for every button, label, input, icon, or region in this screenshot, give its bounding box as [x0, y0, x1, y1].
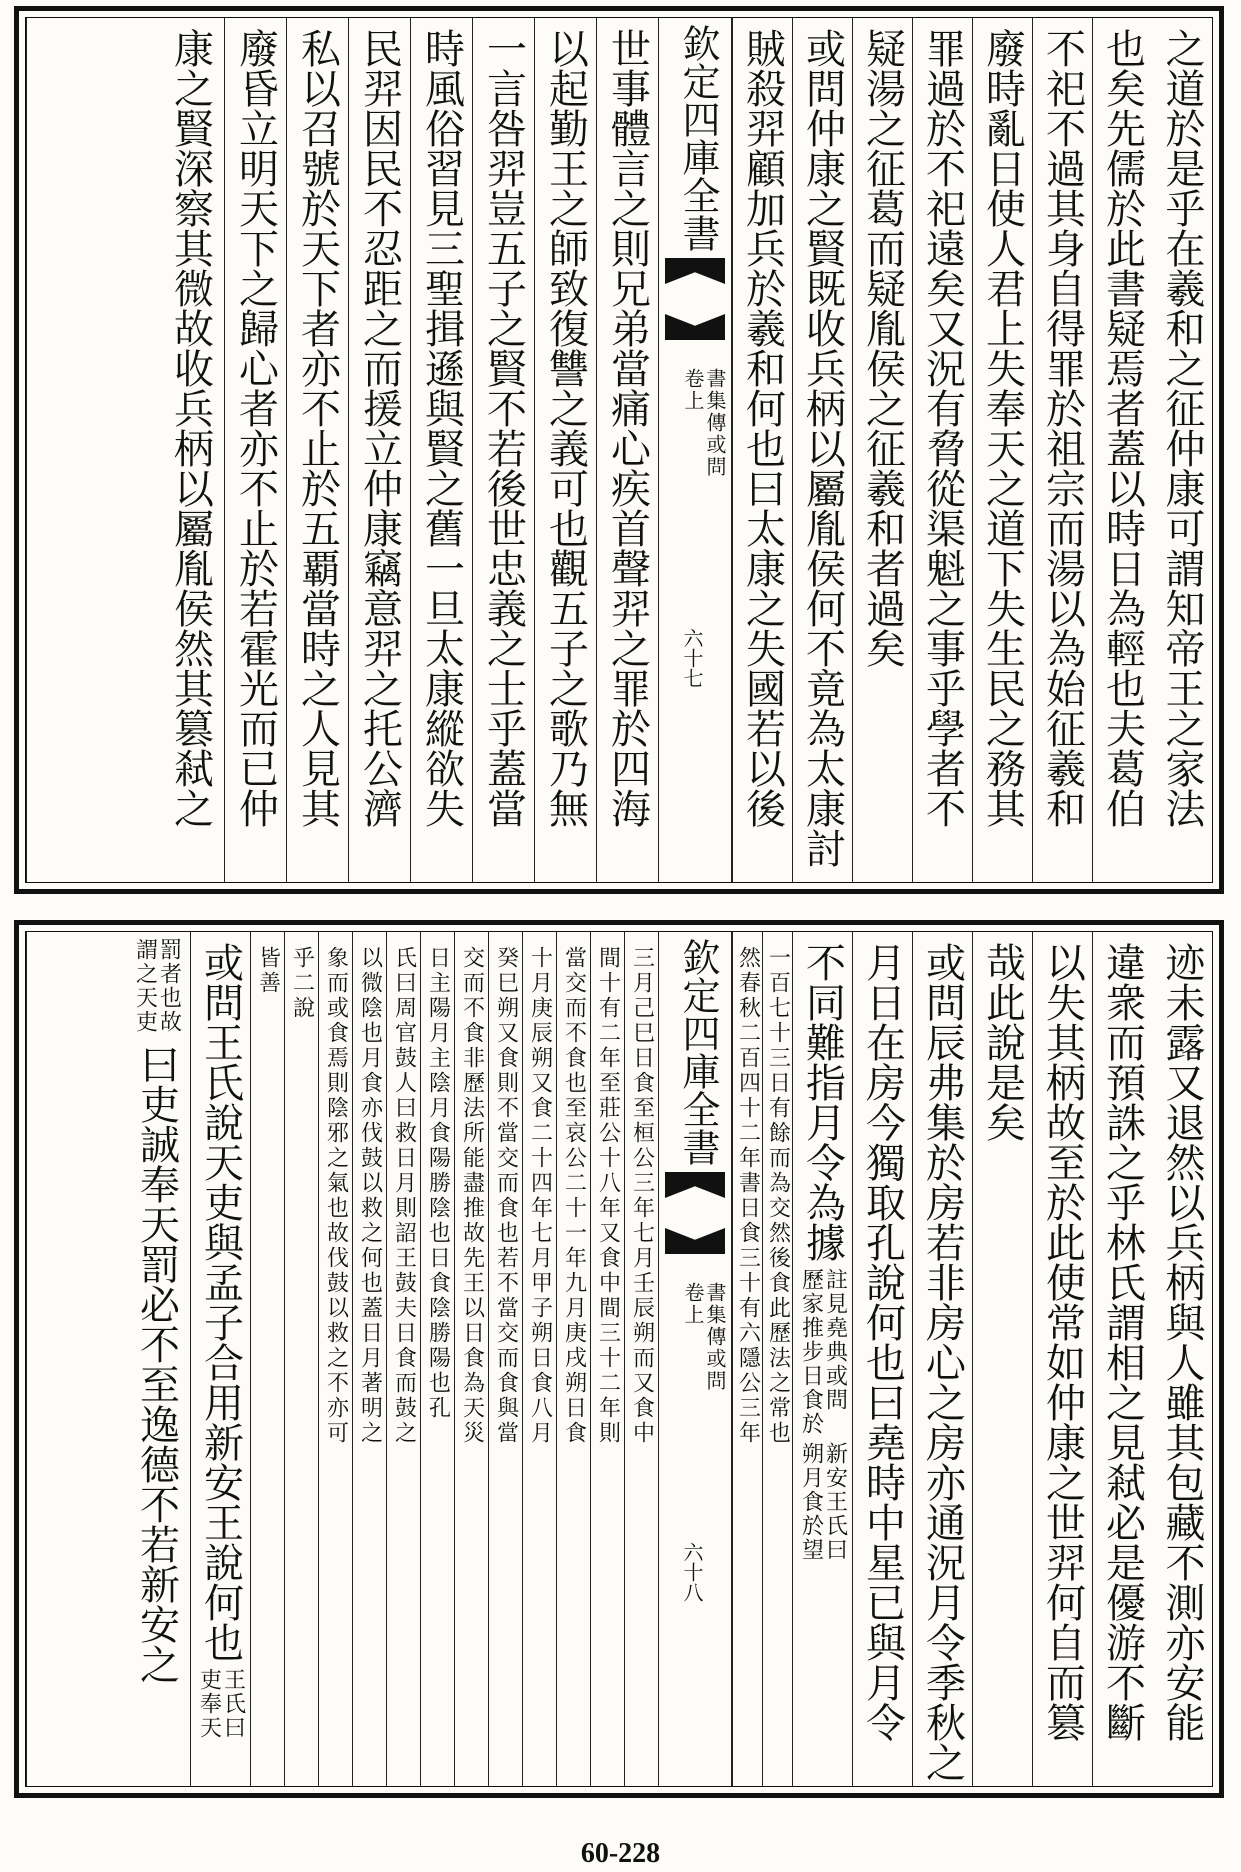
- fishtail-mark-bottom: [665, 314, 725, 340]
- note-line: 歷家推步日食於: [798, 1268, 824, 1436]
- top-col-r1: [1152, 18, 1212, 882]
- bottom-note-col-7: [488, 932, 522, 1786]
- text-column: 或問王氏說天吏與孟子合用新安王說何也: [197, 942, 244, 1662]
- note-column: 三月己巳日食至桓公三年七月壬辰朔而又食中: [629, 946, 655, 1446]
- interlinear-note: [800, 1436, 846, 1562]
- fold-leaf-number: 六十八: [680, 1542, 704, 1602]
- top-col-l4: [410, 18, 472, 882]
- note-column: 間十有二年至莊公十八年又食中間三十二年則: [595, 946, 621, 1446]
- bottom-note-col-13: [284, 932, 318, 1786]
- mixed-column: [134, 932, 180, 1786]
- text-column: 迹未露又退然以兵柄與人雖其包藏不測亦安能: [1159, 942, 1205, 1742]
- text-column: 以起勤王之師致復讐之義可也觀五子之歌乃無: [542, 28, 589, 828]
- fold-leaf-number: 六十七: [680, 628, 704, 688]
- bottom-center-fold: [658, 932, 732, 1786]
- bottom-note-col-12: [318, 932, 352, 1786]
- note-line: 註見堯典或問: [822, 1268, 848, 1412]
- bottom-note-col-2: [732, 932, 762, 1786]
- bottom-col-r3: [1032, 932, 1092, 1786]
- text-column: 不同難指月令為據: [799, 942, 846, 1262]
- text-column: 私以召號於天下者亦不止於五覇當時之人見其: [294, 28, 341, 828]
- bottom-note-col-14: [250, 932, 284, 1786]
- text-column: 也矣先儒於此書疑焉者蓋以時日為輕也夫葛伯: [1099, 28, 1146, 828]
- bottom-note-col-4: [590, 932, 624, 1786]
- text-column: 廢昏立明天下之歸心者亦不止於若霍光而已仲: [232, 28, 279, 828]
- top-col-r3: [1032, 18, 1092, 882]
- text-column: 罪過於不祀遠矣又況有脅從渠魁之事乎學者不: [919, 28, 966, 828]
- bottom-col-r2: [1092, 932, 1152, 1786]
- bottom-note-col-9: [420, 932, 454, 1786]
- note-column: 十月庚辰朔又食二十四年七月甲子朔日食八月: [527, 946, 553, 1446]
- top-center-fold: [658, 18, 732, 882]
- note-column: 乎二說: [289, 946, 315, 1021]
- note-column: 氏曰周官鼓人曰救日月則詔王鼓夫日食而鼓之: [391, 946, 417, 1446]
- text-column: 世事體言之則兄弟當痛心疾首聲羿之罪於四海: [604, 28, 651, 828]
- top-col-l5: [348, 18, 410, 882]
- page-number: 60-228: [580, 1838, 661, 1869]
- top-col-r6: [852, 18, 912, 882]
- note-line: 朔月食於望: [798, 1442, 824, 1562]
- note-line: 新安王氏曰: [822, 1442, 848, 1562]
- text-column: 民羿因民不忍距之而援立仲康竊意羿之托公濟: [356, 28, 403, 828]
- bottom-col-l1: [190, 932, 250, 1786]
- fold-subtitle: [683, 368, 725, 478]
- text-column: 或問辰弗集於房若非房心之房亦通況月令季秋之: [919, 942, 966, 1782]
- bottom-col-r4: [972, 932, 1032, 1786]
- text-column: 哉此說是矣: [979, 942, 1026, 1142]
- fishtail-mark-top: [665, 1172, 725, 1198]
- fold-book-title: 書集傳或問: [703, 1282, 727, 1392]
- note-column: 象而或食焉則陰邪之氣也故伐鼓以救之不亦可: [323, 946, 349, 1446]
- top-col-l2: [534, 18, 596, 882]
- note-column: 癸巳朔又食則不當交而食也若不當交而食與當: [493, 946, 519, 1446]
- bottom-col-r1: [1152, 932, 1212, 1786]
- bottom-page-frame: [14, 920, 1224, 1798]
- fold-volume: 卷上: [681, 1282, 705, 1326]
- text-column: 時風俗習見三聖揖遜與賢之舊一旦太康縱欲失: [418, 28, 465, 828]
- bottom-col-r7: [792, 932, 852, 1786]
- top-col-r4: [972, 18, 1032, 882]
- bottom-note-col-3: [624, 932, 658, 1786]
- fishtail-mark-top: [665, 258, 725, 284]
- top-page-inner: [25, 17, 1213, 883]
- fishtail-mark-bottom: [665, 1228, 725, 1254]
- text-column: 疑湯之征葛而疑胤侯之征羲和者過矣: [859, 28, 906, 668]
- bottom-page-inner: [25, 931, 1213, 1787]
- text-column: 廢時亂日使人君上失奉天之道下失生民之務其: [979, 28, 1026, 828]
- text-column: 賊殺羿顧加兵於羲和何也曰太康之失國若以後: [739, 28, 786, 828]
- bottom-col-r5: [912, 932, 972, 1786]
- text-column: 違衆而預誅之乎林氏謂相之見弒必是優游不斷: [1099, 942, 1146, 1742]
- fold-subtitle: [683, 1282, 725, 1392]
- fold-title: 欽定四庫全書: [676, 24, 720, 252]
- note-column: 皆善: [255, 946, 281, 996]
- top-col-l6: [286, 18, 348, 882]
- bottom-col-r6: [852, 932, 912, 1786]
- top-col-l1: [596, 18, 658, 882]
- mixed-column: [800, 932, 846, 1786]
- interlinear-note: [134, 932, 180, 1034]
- text-column: 曰吏誠奉天罰必不至逸德不若新安之: [133, 1044, 180, 1684]
- bottom-note-col-11: [352, 932, 386, 1786]
- top-col-r8: [732, 18, 792, 882]
- bottom-note-col-8: [454, 932, 488, 1786]
- top-col-l7: [224, 18, 286, 882]
- top-col-r7: [792, 18, 852, 882]
- note-line: 吏奉天: [196, 1668, 222, 1740]
- text-column: 康之賢深察其微故收兵柄以屬胤侯然其篡弒之: [167, 28, 214, 828]
- bottom-note-col-1: [762, 932, 792, 1786]
- text-column: 或問仲康之賢既收兵柄以屬胤侯何不竟為太康討: [799, 28, 846, 868]
- text-column: 月日在房今獨取孔說何也曰堯時中星已與月令: [859, 942, 906, 1742]
- bottom-note-col-10: [386, 932, 420, 1786]
- text-column: 一言咎羿豈五子之賢不若後世忠義之士乎蓋當: [480, 28, 527, 828]
- top-col-l3: [472, 18, 534, 882]
- fold-book-title: 書集傳或問: [703, 368, 727, 478]
- text-column: 不祀不過其身自得罪於祖宗而湯以為始征羲和: [1039, 28, 1086, 828]
- text-column: 以失其柄故至於此使常如仲康之世羿何自而篡: [1039, 942, 1086, 1742]
- note-column: 交而不食非歷法所能盡推故先王以日食為天災: [459, 946, 485, 1446]
- interlinear-note: [800, 1262, 846, 1436]
- mixed-column: [198, 932, 244, 1786]
- note-column: 日主陽月主陰月食陽勝陰也日食陰勝陽也孔: [425, 946, 451, 1421]
- fold-volume: 卷上: [681, 368, 705, 412]
- note-line: 王氏曰: [220, 1668, 246, 1740]
- note-column: 然春秋二百四十二年書日食三十有六隱公三年: [735, 946, 761, 1446]
- top-col-r2: [1092, 18, 1152, 882]
- note-column: 以微陰也月食亦伐鼓以救之何也蓋日月著明之: [357, 946, 383, 1446]
- top-col-l8: [26, 18, 224, 882]
- note-column: 一百七十三日有餘而為交然後食此歷法之常也: [765, 946, 791, 1446]
- note-line: 謂之天吏: [132, 938, 158, 1034]
- note-line: 罰者也故: [156, 938, 182, 1034]
- interlinear-note: [198, 1662, 244, 1740]
- text-column: 之道於是乎在羲和之征仲康可謂知帝王之家法: [1159, 28, 1205, 828]
- top-page-frame: [14, 6, 1224, 894]
- fold-title: 欽定四庫全書: [676, 938, 720, 1166]
- bottom-note-col-5: [556, 932, 590, 1786]
- top-col-r5: [912, 18, 972, 882]
- note-column: 當交而不食也至哀公二十一年九月庚戌朔日食: [561, 946, 587, 1446]
- bottom-note-col-6: [522, 932, 556, 1786]
- bottom-col-l2: [26, 932, 190, 1786]
